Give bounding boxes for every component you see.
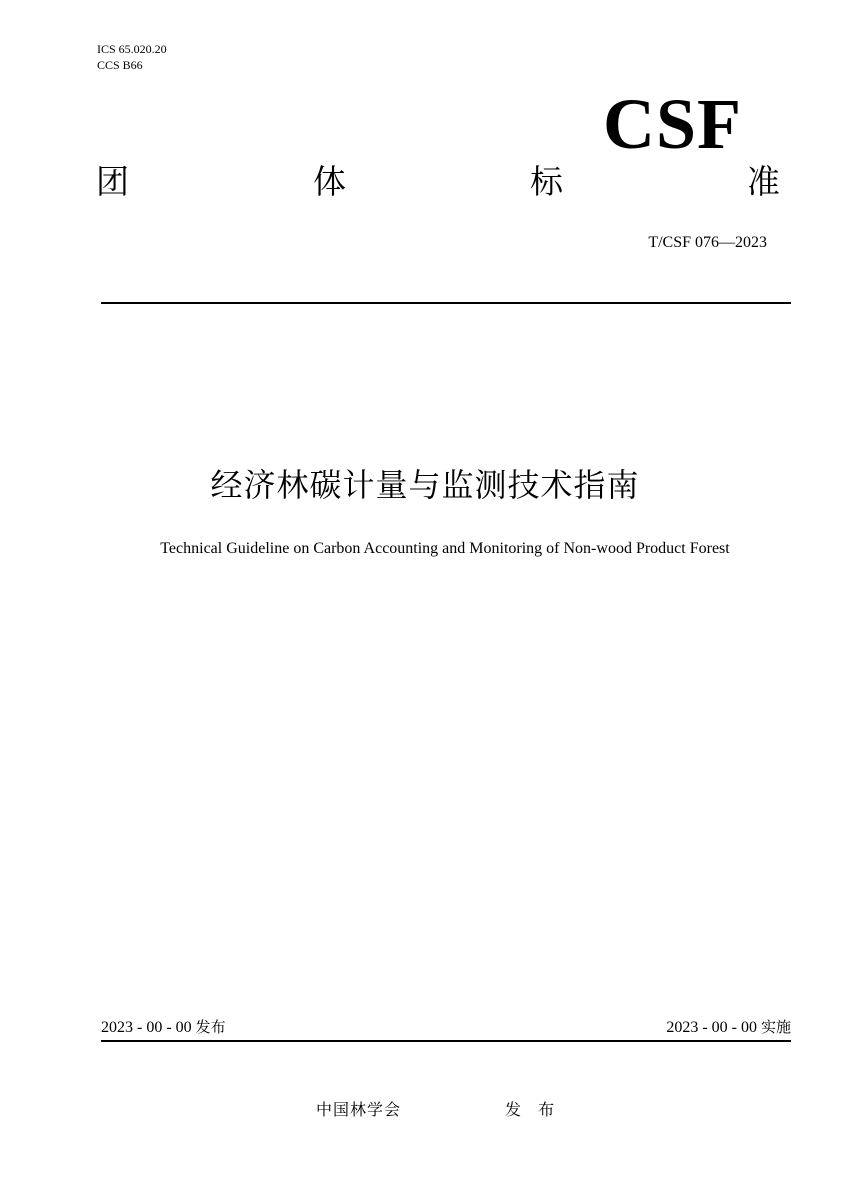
classification-codes (97, 41, 167, 73)
issue-date-value: 2023 - 00 - 00 (101, 1019, 196, 1036)
bottom-divider (101, 1040, 791, 1042)
publisher-name: 中国林学会 (316, 1100, 402, 1119)
publish-verb: 发 布 (505, 1100, 561, 1119)
standard-type-char: 团 (96, 162, 129, 201)
standard-type-char: 准 (747, 162, 780, 201)
ccs-code: CCS B66 (97, 58, 143, 72)
standard-type-char: 标 (530, 162, 563, 201)
ics-code: ICS 65.020.20 (97, 42, 167, 56)
standard-type-char: 体 (313, 162, 346, 201)
top-divider (101, 302, 791, 304)
standard-number: T/CSF 076—2023 (648, 234, 767, 251)
csf-logo: CSF (602, 84, 742, 164)
implementation-date-label: 实施 (760, 1018, 791, 1036)
document-title-zh: 经济林碳计量与监测技术指南 (210, 466, 640, 504)
document-title-en: Technical Guideline on Carbon Accounting and Monitoring of Non-wood Product Forest (160, 540, 730, 557)
implementation-date-value: 2023 - 00 - 00 (666, 1019, 761, 1036)
implementation-date (666, 1016, 791, 1039)
issue-date-label: 发布 (195, 1018, 226, 1036)
standard-type-heading (96, 162, 780, 202)
issue-date (101, 1016, 226, 1039)
